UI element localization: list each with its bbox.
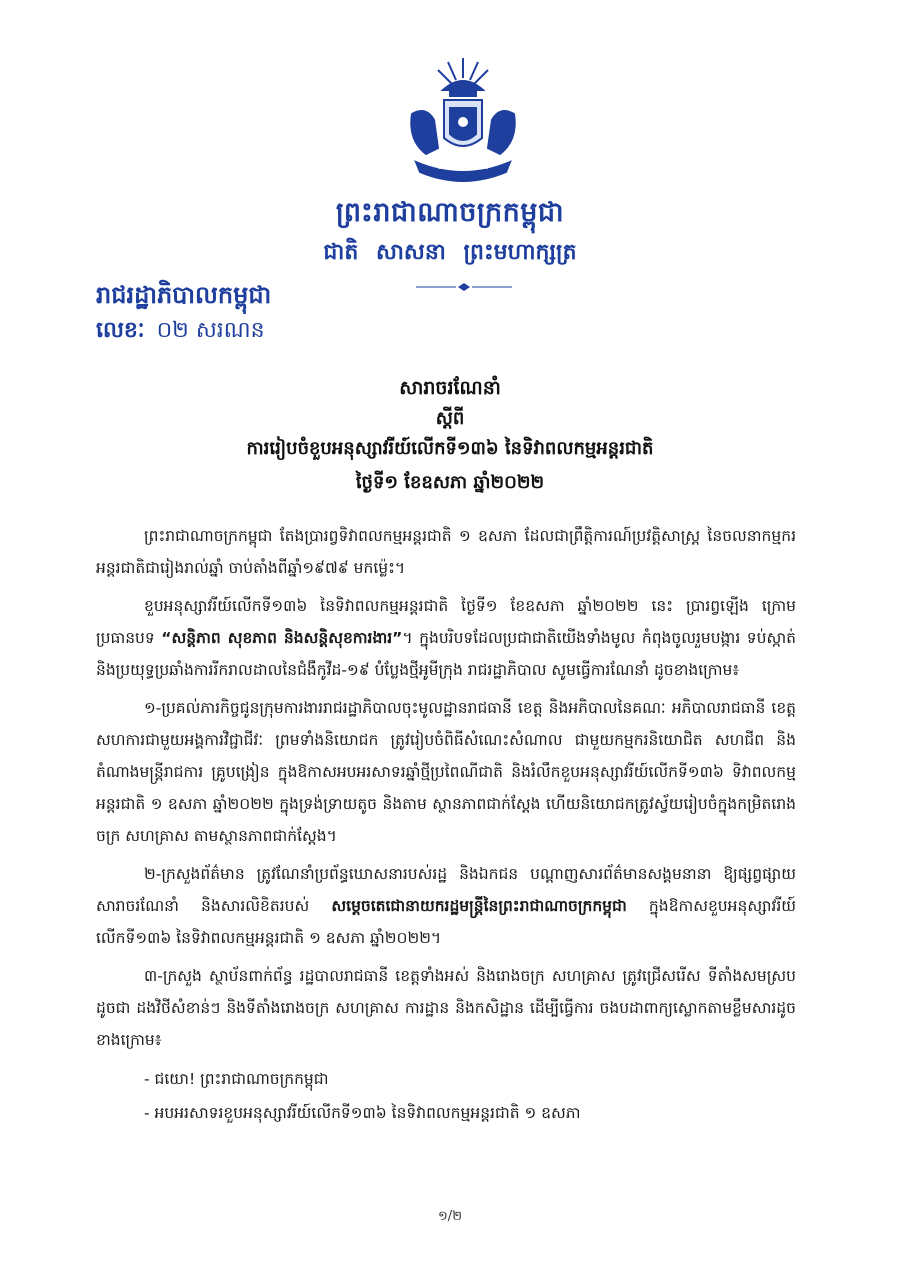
kingdom-title: ព្រះរាជាណាចក្រកម្ពុជា [335,197,565,228]
reference-label: លេខៈ [96,318,145,343]
national-motto: ជាតិ សាសនា ព្រះមហាក្សត្រ [323,240,577,265]
reference-number [96,316,265,348]
paragraph-theme [96,590,796,686]
theme-title: “សន្តិភាព សុខភាព និងសន្តិសុខការងារ” [161,629,403,647]
document-subject: ការរៀបចំខួបអនុស្សាវរីយ៍លើកទី១៣៦ នៃទិវាពលកម្មអន្តរជាតិ [246,438,654,459]
paragraph-intro: ព្រះរាជាណាចក្រកម្ពុជា តែងប្រារព្វទិវាពលកម្មអន្តរជាតិ ១ ឧសភា ដែលជាព្រឹត្តិការណ៍ប្រវត្តិសាស្ត្រ នៃចលនាកម្មករអន្តរជាតិជារៀងរាល់ឆ្នាំ ចាប់តាំងពីឆ្នាំ១៩៧៩ មកម្ល៉េះ។ [96,527,796,577]
reference-value: ០២ សរណន [156,318,265,343]
royal-arms-emblem-icon [398,50,528,190]
document-body [96,520,796,1130]
paragraph-item-2 [96,858,796,954]
item-2-bold: សម្តេចតេជោនាយករដ្ឋមន្ត្រីនៃព្រះរាជាណាចក្រកម្ពុជា [331,897,627,915]
document-type: សារាចរណែនាំ [399,377,501,399]
slogan-item: - អបអរសាទរខួបអនុស្សាវរីយ៍លើកទី១៣៦ នៃទិវាពលកម្មអន្តរជាតិ ១ ឧសភា [144,1104,581,1122]
paragraph-item-3: ៣-ក្រសួង ស្ថាប័នពាក់ព័ន្ធ រដ្ឋបាលរាជធានី ខេត្តទាំងអស់ និងរោងចក្រ សហគ្រាស ត្រូវជ្រើសរើស ទីតាំងសមស្រប ដូចជា ដងវិថីសំខាន់ៗ និងទីតាំងរោងចក្រ សហគ្រាស ការដ្ឋាន និងកសិដ្ឋាន ដើម្បីធ្វើការ ចងបដាពាក្យស្លោកតាមខ្លឹមសារដូចខាងក្រោម៖ [96,967,796,1049]
theme-text-a: ខួបអនុស្សាវរីយ៍លើកទី១៣៦ នៃទិវាពលកម្មអន្តរជាតិ ថ្ងៃទី១ ខែឧសភា ឆ្នាំ២០២២ នេះ ប្រារព្វឡើង ក្រោមប្រធានបទ [96,597,796,647]
slogan-item: - ជយោ! ព្រះរាជាណាចក្រកម្ពុជា [144,1070,329,1088]
document-date: ថ្ងៃទី១ ខែឧសភា ឆ្នាំ២០២២ [355,472,545,493]
ornamental-divider-icon [416,283,512,291]
paragraph-item-1: ១-ប្រគល់ភារកិច្ចជូនក្រុមការងាររាជរដ្ឋាភិបាលចុះមូលដ្ឋានរាជធានី ខេត្ត និងអភិបាលនៃគណៈ អភិបាលរាជធានី ខេត្ត សហការជាមួយអង្គការវិជ្ជាជីវៈ ព្រមទាំងនិយោជក ត្រូវរៀបចំពិធីសំណេះសំណាល ជាមួយកម្មករនិយោជិត សហជីព និងតំណាងមន្ត្រីរាជការ គ្រូបង្រៀន ក្នុងឱកាសអបអរសាទរឆ្នាំថ្មីប្រពៃណីជាតិ និងរំលឹកខួបអនុស្សាវរីយ៍លើកទី១៣៦ ទិវាពលកម្មអន្តរជាតិ ១ ឧសភា ឆ្នាំ២០២២ ក្នុងទ្រង់ទ្រាយតូច និងតាម ស្ថានភាពជាក់ស្តែង ហើយនិយោជកត្រូវស្វ័យរៀបចំក្នុងកម្រិតរោងចក្រ សហគ្រាស តាមស្ថានភាពជាក់ស្តែង។ [96,699,796,845]
item-2-text-b: ក្នុងឱកាសខួបអនុស្សាវរីយ៍លើកទី១៣៦ នៃទិវាពលកម្មអន្តរជាតិ ១ ឧសភា ឆ្នាំ២០២២។ [96,897,796,947]
item-2-text-a: ២-ក្រសួងព័ត៌មាន ត្រូវណែនាំប្រព័ន្ធឃោសនារបស់រដ្ឋ និងឯកជន បណ្តាញសារព័ត៌មានសង្គមនានា ឱ្យផ្សព្វផ្សាយសារាចរណែនាំ និងសារលិខិតរបស់ [96,865,796,915]
page-number: ១/២ [437,1209,463,1224]
government-name: រាជរដ្ឋាភិបាលកម្ពុជា [96,281,272,309]
title-about: ស្តីពី [435,408,465,429]
theme-text-b: ។ ក្នុងបរិបទដែលប្រជាជាតិយើងទាំងមូល កំពុងចូលរួមបង្ការ ទប់ស្កាត់ និងប្រយុទ្ធប្រឆាំងការរីករាលដាលនៃជំងឺកូវីដ-១៩ បំប្លែងថ្មីអូមីក្រុង រាជរដ្ឋាភិបាល សូមធ្វើការណែនាំ ដូចខាងក្រោម៖ [96,629,796,679]
